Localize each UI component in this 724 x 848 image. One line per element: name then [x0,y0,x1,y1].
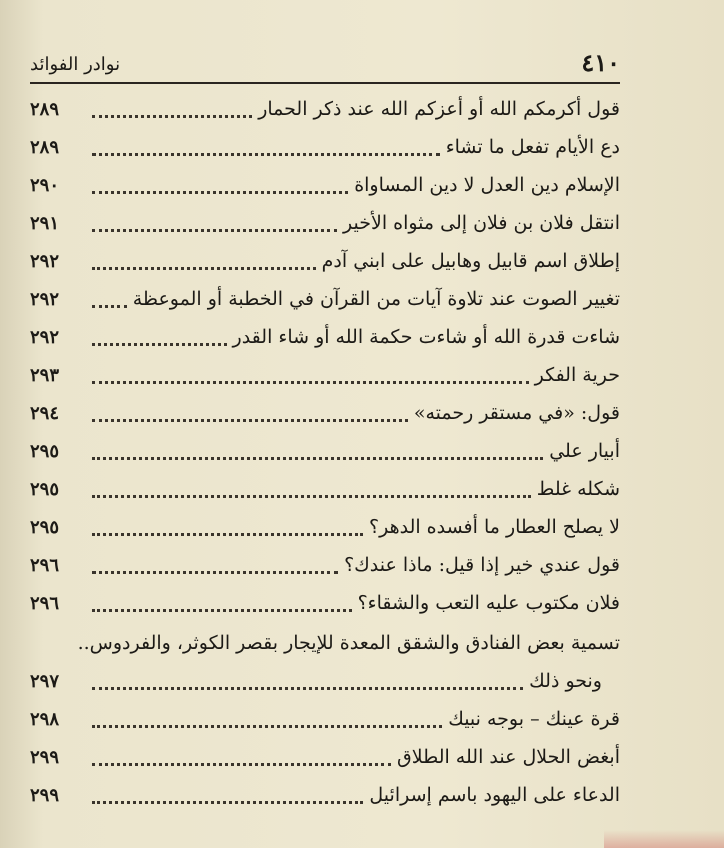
toc-entry [30,586,620,620]
toc-entry-page: ٢٨٩ [30,136,60,158]
toc-entry-page: ٢٩٦ [30,554,60,576]
toc-entry [30,510,620,544]
toc-entry [30,778,620,812]
toc-entry [30,358,620,392]
leader-dots [92,533,363,536]
toc-entry-page: ٢٩١ [30,212,60,234]
toc-entry-text: حرية الفكر [534,364,620,386]
toc-entry-page: ٢٩٩ [30,746,60,768]
leader-dots [92,115,252,118]
toc-entry-page: ٢٩٨ [30,708,60,730]
toc-entry [30,244,620,278]
toc-entry [30,702,620,736]
toc-entry-text: انتقل فلان بن فلان إلى مثواه الأخير [343,212,620,234]
toc-entry-text: قول: «في مستقر رحمته» [413,402,620,424]
leader-dots [92,725,442,728]
toc-entry-text: شاءت قدرة الله أو شاءت حكمة الله أو شاء القدر [232,326,620,348]
leader-dots [92,763,391,766]
page-number: ٤١٠ [581,48,620,77]
toc-entry-text: لا يصلح العطار ما أفسده الدهر؟ [369,516,620,538]
toc-entry-text: ونحو ذلك [529,670,602,692]
toc-entry-page: ٢٩٧ [30,670,60,692]
toc-entry [30,282,620,316]
leader-dots [92,495,531,498]
leader-dots [92,609,352,612]
leader-dots [92,381,529,384]
toc-entry-page: ٢٩٢ [30,250,60,272]
leader-dots [92,687,523,690]
toc-entry [30,548,620,582]
toc-entry-text: أبيار علي [549,440,620,462]
page-edge-mark [604,818,724,848]
toc-entry-page: ٢٩٤ [30,402,60,424]
toc-entry-text: تسمية بعض الفنادق والشقق المعدة للإيجار بقصر الكوثر، والفردوس.. [77,632,620,654]
toc-entry-text: الإسلام دين العدل لا دين المساواة [354,174,620,196]
toc-entry-page: ٢٨٩ [30,98,60,120]
toc-entry-page: ٢٩٩ [30,784,60,806]
toc-entry [30,206,620,240]
toc-entry-text: قول عندي خير إذا قيل: ماذا عندك؟ [344,554,620,576]
toc-entry [30,130,620,164]
toc-entry-text: دع الأيام تفعل ما تشاء [445,136,620,158]
leader-dots [92,457,543,460]
leader-dots [92,153,440,156]
toc-entry-page: ٢٩٥ [30,478,60,500]
toc-entry [30,626,620,660]
leader-dots [92,267,316,270]
toc-entry-page: ٢٩٠ [30,174,60,196]
toc-entry [30,664,620,698]
toc-entry-text: قرة عينك – بوجه نبيك [448,708,620,730]
toc-entry-page: ٢٩٦ [30,592,60,614]
toc-entry-text: فلان مكتوب عليه التعب والشقاء؟ [357,592,620,614]
leader-dots [92,571,338,574]
toc-entry-page: ٢٩٣ [30,364,60,386]
leader-dots [92,305,127,308]
book-title: نوادر الفوائد [30,54,121,75]
toc-entry-text: قول أكرمكم الله أو أعزكم الله عند ذكر الحمار [258,98,620,120]
toc-entry-page: ٢٩٢ [30,326,60,348]
leader-dots [92,801,363,804]
toc-entry-text: تغيير الصوت عند تلاوة آيات من القرآن في الخطبة أو الموعظة [132,288,620,310]
page-header [30,48,620,84]
toc-entry-page: ٢٩٢ [30,288,60,310]
leader-dots [92,419,408,422]
toc-entry-page: ٢٩٥ [30,516,60,538]
toc-entry-text: شكله غلط [536,478,620,500]
toc-entry [30,168,620,202]
toc-entry [30,740,620,774]
leader-dots [92,229,337,232]
leader-dots [92,191,348,194]
toc-entry-text: أبغض الحلال عند الله الطلاق [397,746,620,768]
toc-entry [30,396,620,430]
toc-entry [30,434,620,468]
toc-entry-page: ٢٩٥ [30,440,60,462]
toc-entry [30,92,620,126]
toc-entry [30,472,620,506]
toc-entry-text: إطلاق اسم قابيل وهابيل على ابني آدم [321,250,620,272]
toc-entry [30,320,620,354]
leader-dots [92,343,227,346]
toc-entry-text: الدعاء على اليهود باسم إسرائيل [369,784,620,806]
